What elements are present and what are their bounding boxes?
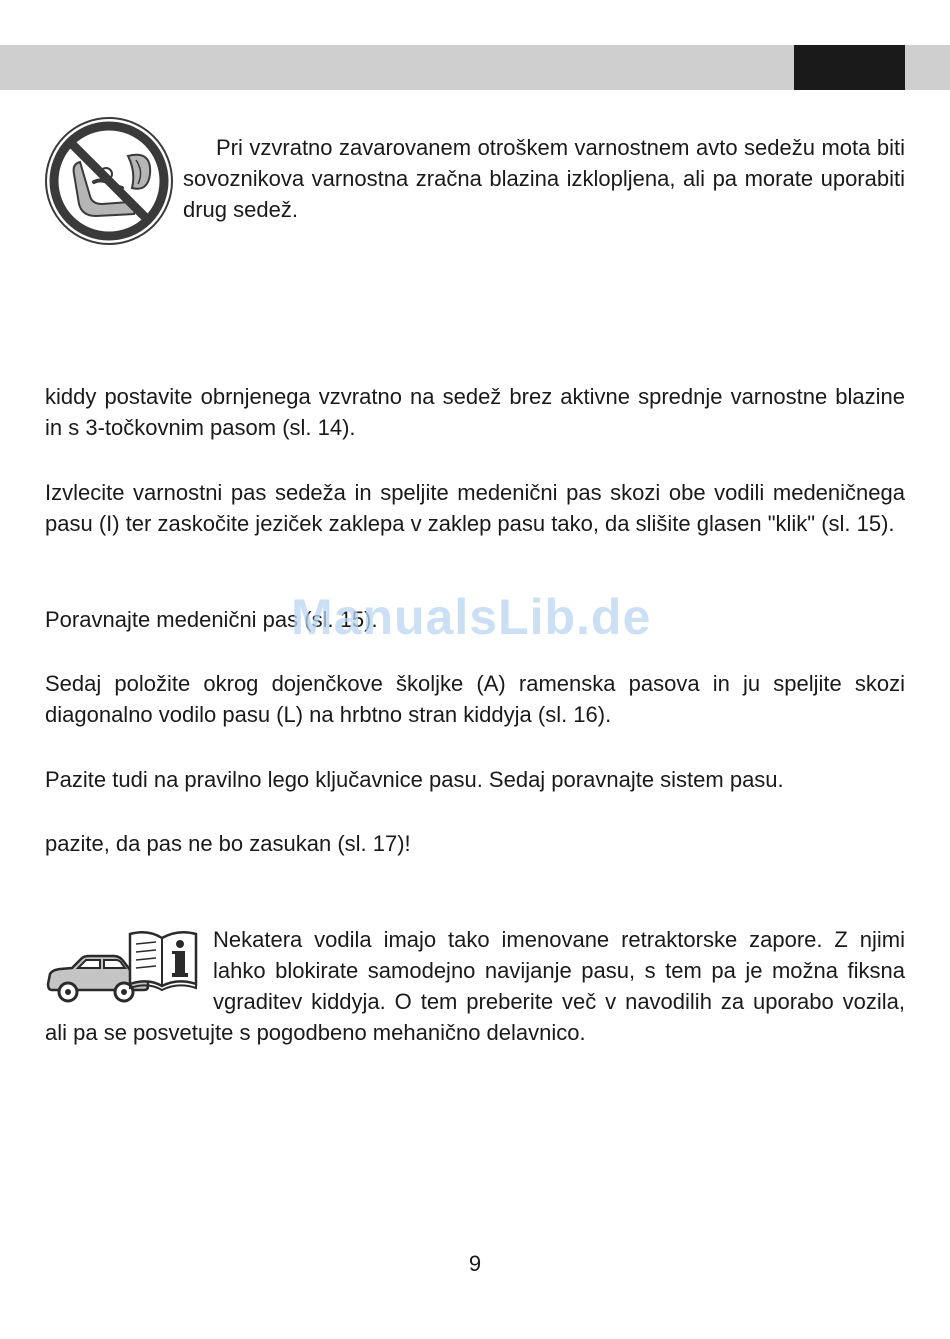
no-rear-facing-seat-with-airbag-icon: [44, 116, 174, 246]
instruction-paragraph-1: kiddy postavite obrnjenega vzvratno na sedež brez aktivne sprednje varnostne blazine in s 3-točkovnim pasom (sl. 14).: [45, 384, 905, 440]
instruction-paragraph-6: pazite, da pas ne bo zasukan (sl. 17)!: [45, 831, 411, 856]
page-number: 9: [468, 1251, 482, 1276]
info-text-content: Nekatera vodila imajo tako imenovane retraktorske zapore. Z njimi lahko blokirate samodejno navijanje pasu, s tem pa je možna fiksna vgraditev kiddyja. O tem preberite več v navodilih za uporabo vozila, ali pa se posvetujte s pogodbeno mehanično delavnico.: [45, 927, 905, 1045]
instruction-paragraph-5: Pazite tudi na pravilno lego ključavnice pasu. Sedaj poravnajte sistem pasu.: [45, 767, 784, 792]
instruction-paragraph-4: Sedaj položite okrog dojenčkove školjke (A) ramenska pasova in ju speljite skozi diagonalno vodilo pasu (L) na hrbtno stran kiddyja (sl. 16).: [45, 671, 905, 727]
car-manual-info-icon: [44, 930, 200, 1008]
watermark: ManualsLib.de: [291, 589, 652, 645]
instruction-paragraph-2: Izvlecite varnostni pas sedeža in speljite medenični pas skozi obe vodili medeničnega pasu (I) ter zaskočite jeziček zaklepa v zaklep pasu tako, da slišite glasen "klik" (sl. 15).: [45, 480, 905, 536]
airbag-warning-text: Pri vzvratno zavarovanem otroškem varnostnem avto sedežu mota biti sovoznikova varnostna zračna blazina izklopljena, ali pa morate uporabiti drug sedež.: [183, 135, 905, 222]
header-block: [794, 45, 905, 90]
instruction-paragraph-3: Poravnajte medenični pas (sl. 15).: [45, 607, 378, 632]
